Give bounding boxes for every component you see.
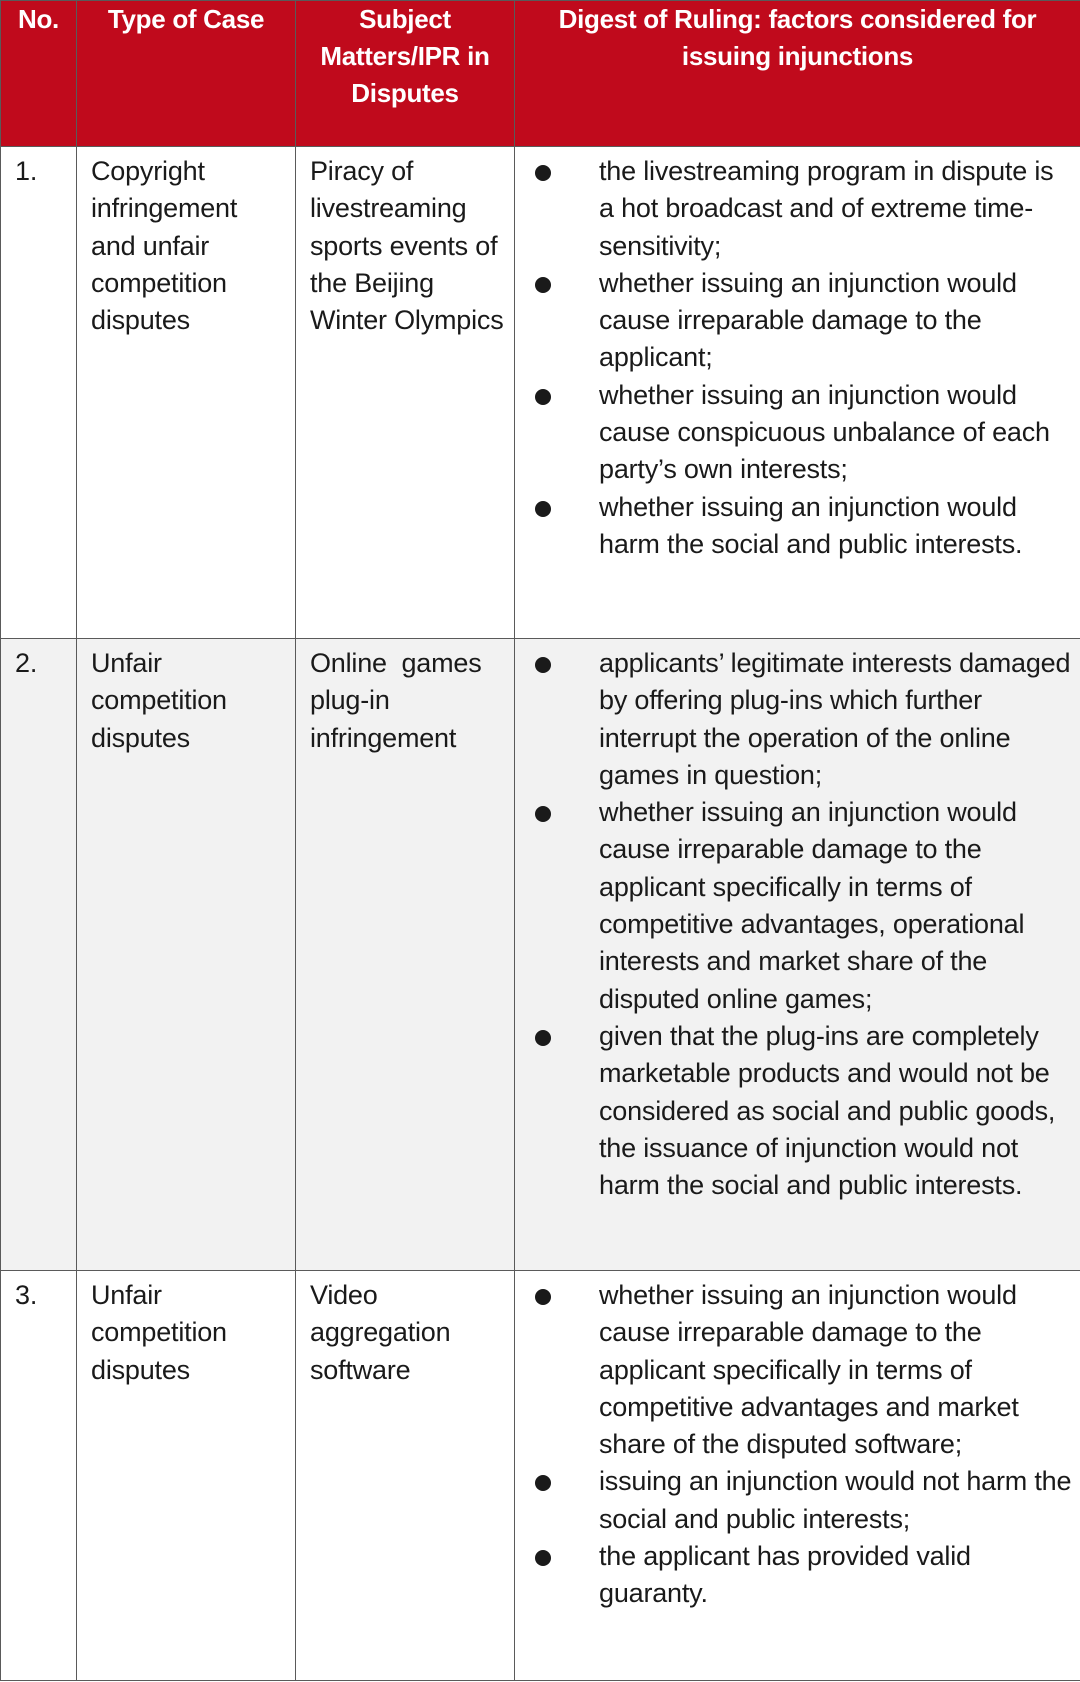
factor-list xyxy=(529,1277,1072,1613)
case-number: 3. xyxy=(1,1271,77,1681)
factor-text: whether issuing an injunction would cause irreparable damage to the applicant specifically in terms of competitive advantages, operational interests and market share of the disputed online games; xyxy=(599,797,1025,1014)
case-digest xyxy=(515,1271,1080,1681)
case-digest xyxy=(515,639,1080,1271)
factor-text: given that the plug-ins are completely marketable products and would not be considered as social and public goods, the issuance of injunction would not harm the social and public interests. xyxy=(599,1020,1056,1201)
header-type-of-case: Type of Case xyxy=(77,1,296,147)
factor-text: whether issuing an injunction would harm the social and public interests. xyxy=(599,491,1023,559)
factor-text: issuing an injunction would not harm the social and public interests; xyxy=(599,1466,1072,1534)
bullet-icon xyxy=(535,1030,551,1046)
bullet-icon xyxy=(535,501,551,517)
factor-item xyxy=(529,1277,1072,1463)
factor-text: whether issuing an injunction would cause conspicuous unbalance of each party’s own interests; xyxy=(599,379,1050,485)
case-type: Unfair competition disputes xyxy=(77,1271,296,1681)
bullet-icon xyxy=(535,806,551,822)
case-subject: Online games plug-in infringement xyxy=(296,639,515,1271)
factor-item xyxy=(529,794,1072,1018)
bullet-icon xyxy=(535,657,551,673)
factor-list xyxy=(529,645,1072,1204)
factor-item xyxy=(529,489,1072,564)
case-number: 1. xyxy=(1,147,77,639)
factor-text: the livestreaming program in dispute is a hot broadcast and of extreme time-sensitivity; xyxy=(599,156,1054,261)
bullet-icon xyxy=(535,1475,551,1491)
factor-text: applicants’ legitimate interests damaged by offering plug-ins which further interrupt the operation of the online games in question; xyxy=(599,648,1071,790)
factor-item xyxy=(529,1538,1072,1613)
factor-item xyxy=(529,377,1072,489)
factor-list xyxy=(529,153,1072,563)
table-body xyxy=(1,147,1080,1681)
bullet-icon xyxy=(535,165,551,181)
factor-item xyxy=(529,1463,1072,1538)
case-number: 2. xyxy=(1,639,77,1271)
header-subject-matters: Subject Matters/IPR in Disputes xyxy=(296,1,515,147)
header-row xyxy=(1,1,1080,147)
bullet-icon xyxy=(535,389,551,405)
factor-item xyxy=(529,645,1072,794)
bullet-icon xyxy=(535,1550,551,1566)
case-subject: Video aggregation software xyxy=(296,1271,515,1681)
factor-text: whether issuing an injunction would cause irreparable damage to the applicant specifically in terms of competitive advantages and market share of the disputed software; xyxy=(599,1280,1019,1460)
header-digest-of-ruling: Digest of Ruling: factors considered for issuing injunctions xyxy=(515,1,1080,147)
table-row xyxy=(1,639,1080,1271)
factor-item xyxy=(529,153,1072,265)
table-row xyxy=(1,1271,1080,1681)
case-subject: Piracy of livestreaming sports events of the Beijing Winter Olympics xyxy=(296,147,515,639)
case-digest xyxy=(515,147,1080,639)
case-type: Copyright infringement and unfair competition disputes xyxy=(77,147,296,639)
case-type: Unfair competition disputes xyxy=(77,639,296,1271)
bullet-icon xyxy=(535,277,551,293)
bullet-icon xyxy=(535,1289,551,1305)
header-no: No. xyxy=(1,1,77,147)
factor-item xyxy=(529,1018,1072,1204)
factor-text: the applicant has provided valid guaranty. xyxy=(599,1541,971,1609)
factor-item xyxy=(529,265,1072,377)
table-header xyxy=(1,1,1080,147)
table-row xyxy=(1,147,1080,639)
factor-text: whether issuing an injunction would cause irreparable damage to the applicant; xyxy=(599,267,1017,373)
